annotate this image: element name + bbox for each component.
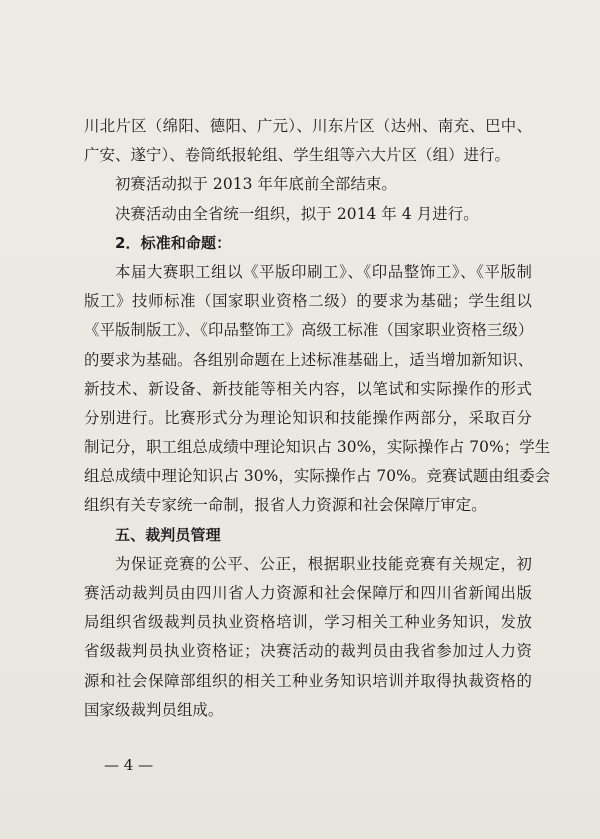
body-line: 新技术、新设备、新技能等相关内容，以笔试和实际操作的形式 (84, 379, 532, 398)
section-heading-referee-management: 五、裁判员管理 (115, 525, 221, 544)
body-line: 源和社会保障部组织的相关工种业务知识培训并取得执裁资格的 (84, 671, 532, 690)
body-line: 本届大赛职工组以《平版印刷工》、《印品整饰工》、《平版制 (115, 262, 532, 281)
body-line: 的要求为基础。各组别命题在上述标准基础上，适当增加新知识、 (84, 350, 534, 369)
body-line: 为保证竞赛的公平、公正，根据职业技能竞赛有关规定，初 (115, 554, 532, 573)
body-line: 国家级裁判员组成。 (84, 700, 224, 719)
body-line: 局组织省级裁判员执业资格培训，学习相关工种业务知识，发放 (84, 613, 532, 632)
body-line: 赛活动裁判员由四川省人力资源和社会保障厅和四川省新闻出版 (84, 584, 532, 602)
body-line: 川北片区（绵阳、德阳、广元）、川东片区（达州、南充、巴中、 (84, 117, 532, 135)
sub-heading-standards: 2．标准和命题： (115, 233, 232, 252)
document-body (84, 112, 551, 725)
body-line: 组织有关专家统一命制，报省人力资源和社会保障厅审定。 (84, 496, 487, 515)
body-line: 省级裁判员执业资格证；决赛活动的裁判员由我省参加过人力资 (84, 642, 532, 661)
body-line: 制记分，职工组总成绩中理论知识占 30%，实际操作占 70%；学生 (84, 438, 551, 457)
body-line: 初赛活动拟于 2013 年年底前全部结束。 (115, 175, 397, 194)
body-line: 组总成绩中理论知识占 30%，实际操作占 70%。竞赛试题由组委会 (84, 467, 551, 486)
body-line: 广安、遂宁）、卷筒纸报轮组、学生组等六大片区（组）进行。 (84, 146, 511, 165)
page-number: — 4 — (104, 756, 154, 774)
body-line: 决赛活动由全省统一组织，拟于 2014 年 4 月进行。 (115, 204, 479, 223)
body-line: 分别进行。比赛形式分为理论知识和技能操作两部分，采取百分 (84, 408, 532, 427)
body-line: 版工》技师标准（国家职业资格二级）的要求为基础；学生组以 (84, 292, 532, 311)
body-line: 《平版制版工》、《印品整饰工》高级工标准（国家职业资格三级） (84, 321, 534, 340)
